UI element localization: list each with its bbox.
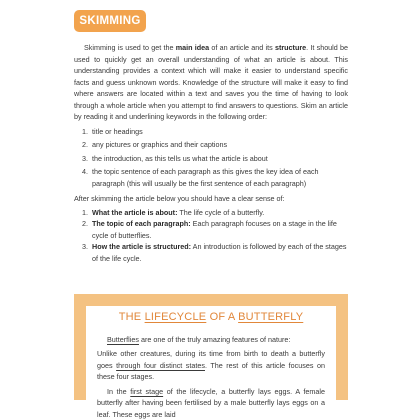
list-item: 1. title or headings: [90, 126, 348, 138]
list-item: 3. How the article is structured: An introduction is followed by each of the stages of the life cycle.: [90, 241, 348, 264]
article-card: [86, 306, 336, 406]
article-paragraph: Unlike other creatures, during its time from birth to death a butterfly goes through four distinct states. The rest of this article focuses on these four stages.: [97, 348, 325, 383]
sense-list: [74, 207, 348, 265]
article-paragraph: Butterflies are one of the truly amazing features of nature:: [97, 334, 325, 346]
article-paragraph: In the first stage of the lifecycle, a butterfly lays eggs. A female butterfly after having been fertilised by a male butterfly lays eggs on a leaf. These eggs are laid: [97, 386, 325, 420]
list-item: 3. the introduction, as this tells us what the article is about: [90, 153, 348, 165]
after-skimming-text: After skimming the article below you should have a clear sense of:: [74, 193, 348, 205]
skim-order-list: [74, 126, 348, 190]
list-item: 2. The topic of each paragraph: Each paragraph focuses on a stage in the life cycle of butterflies.: [90, 218, 348, 241]
article-title: THE LIFECYCLE OF A BUTTERFLY: [97, 312, 325, 324]
list-item: 2. any pictures or graphics and their captions: [90, 139, 348, 151]
section-badge: SKIMMING: [74, 10, 146, 32]
article-panel: [74, 294, 348, 400]
list-item: 4. the topic sentence of each paragraph as this gives the key idea of each paragraph (this will usually be the first sentence of each paragraph): [90, 166, 348, 189]
main-content: [74, 42, 348, 264]
list-item: 1. What the article is about: The life cycle of a butterfly.: [90, 207, 348, 219]
intro-paragraph: Skimming is used to get the main idea of an article and its structure. It should be used to quickly get an overall understanding of what an article is about. This understanding provides a context which will make it easier to understand specific facts and guess unknown words. Knowledge of the structure will make it easy to find where answers are located within a text and saves you the time of having to look through a whole article when you attempt to find answers to questions. Skim an article by reading it and underlining keywords in the following order:: [74, 42, 348, 123]
